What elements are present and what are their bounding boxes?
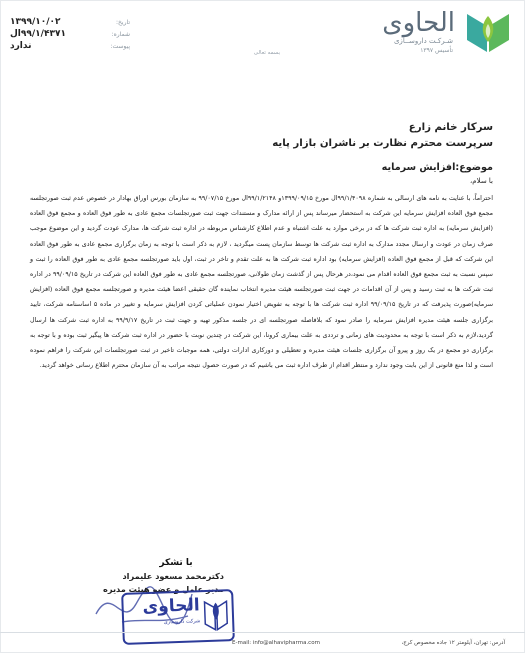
meta-attachment-label: پیوست: xyxy=(110,42,130,50)
leaf-logo-icon xyxy=(465,8,511,54)
company-logo xyxy=(331,8,511,54)
letter-subject: موضوع:افزایش سرمایه xyxy=(381,162,493,173)
brand-name: الحاوی xyxy=(382,8,455,38)
meta-number-row xyxy=(10,28,130,40)
signatory-name: دکترمحمد مسعود علیمراد xyxy=(122,571,224,581)
recipient-title: سرپرست محترم نظارت بر ناشران بازار پایه xyxy=(272,138,493,149)
signatory-title: مدیر عامل و عضو هیئت مدیره xyxy=(103,584,224,594)
stamp-brand: الحاوی xyxy=(142,595,200,618)
letter-footer xyxy=(0,632,525,654)
meta-date-label: تاریخ: xyxy=(116,18,130,26)
meta-number-value: ۹۹/۱/۴۳۷۱ال xyxy=(10,29,66,39)
footer-email: E-mail: info@alhavipharma.com xyxy=(232,640,320,646)
letter-paragraph: احتراماً، با عنایت به نامه های ارسالی به شماره ۹۹/۱/۴۰۹۸ال مورخ ۱۳۹۹/۰۹/۱۵و ۹۹/۱/۲۱۴۸ال مورخ ۹۹/۰۷/۱۵ به سازمان بورس اوراق بهادار در خصوص عدم ثبت صورتجلسه مجمع فوق العاده افزایش سرمایه این شرکت به استحضار میرساند پس از ارائه مدارک و مستندات جهت ثبت صورتجلسات مجمع عادی به طور فوق العاده و مجمع فوق العاده (افزایش سرمایه) به اداره ثبت شرکت ها که در برخی موارد به علت اشتباه و عدم اطلاع کارشناس مربوطه در اداره ثبت شرکت ها، مدارک عودت گردید و این موضوع موجب صرف زمان در عودت و ارسال مجدد مدارک به اداره ثبت شرکت ها توسط سازمان پست میگردید ، لازم به ذکر است با توجه به زمان برگزاری مجمع عادی به طور فوق العاده این شرکت که قبل از مجمع فوق العاده (افزایش سرمایه) بود اداره ثبت شرکت ها به علت تقدم و تاخر در ثبت، اول باید صورتجلسه مجمع عادی به طور فوق العاده را ثبت و سپس نسبت به ثبت مجمع فوق العاده اقدام می نمود،در هرحال پس از گذشت زمان طولانی، صورتجلسه مجمع عادی به طور فوق العاده این شرکت در تاریخ ۹۹/۰۹/۱۵ در اداره ثبت شرکت ها به ثبت رسید و پس از آن اقدامات در جهت ثبت صورتجلسه هیئت مدیره انتخاب نماینده گان حقیقی اعضا هیئت مدیره و صورتجلسه مجمع فوق العاده (افزایش سرمایه)صورت پذیرفت که در تاریخ ۹۹/۰۹/۱۵ اداره ثبت شرکت ها با توجه به تفویض اختیار نمودن عملیاتی کردن افزایش سرمایه و تغییر در ماده ۵ اساسنامه شرکت، تایید برگزاری جلسه هیئت مدیره افزایش سرمایه را صادر نمود که بلافاصله صورتجلسه ای در جلسه مذکور تهیه و جهت ثبت در تاریخ ۹۹/۹/۱۷ به اداره ثبت شرکت ها ارسال گردید،لازم به ذکر است با توجه به محدودیت های زمانی و ترددی به علت بیماری کرونا، این شرکت در چندین نوبت با حضور در اداره ثبت شرکت ها پیگیر ثبت بوده و با توجه به برگزاری دو مجمع در یک روز و پیرو آن برگزاری جلسات هیئت مدیره و تعطیلی و دورکاری ادارات دولتی، همه موجبات تاخیر در ثبت صورتجلسات این شرکت را فراهم نموده است و لذا منع قانونی از این بابت وجود ندارد و منتظر اقدام از طرف اداره ثبت می باشیم که در صورت حصول نتیجه مراتب به آن سازمان محترم اطلاع رسانی خواهد گردید. xyxy=(30,195,494,370)
meta-attachment-value: ندارد xyxy=(10,41,32,51)
stamp-subtitle: شرکت داروسازی xyxy=(163,618,201,626)
recipient-name: سرکار خانم زارع xyxy=(408,122,493,133)
meta-date-value: ۱۳۹۹/۱۰/۰۲ xyxy=(10,17,61,27)
stamp-logo-icon xyxy=(203,597,228,632)
signature-block xyxy=(103,558,224,594)
meta-number-label: شماره: xyxy=(111,30,130,38)
meta-attachment-row xyxy=(10,40,130,52)
brand-founded: تأسیس ۱۳۹۷ xyxy=(420,47,453,54)
meta-date-row xyxy=(10,16,130,28)
bismillah: بسمه تعالی xyxy=(253,50,281,56)
brand-company-line: شـرکـت داروســازی xyxy=(393,37,453,45)
letter-meta xyxy=(10,16,130,52)
letter-body xyxy=(30,116,493,373)
signature-thanks: با تشکر xyxy=(159,558,193,568)
footer-address: آدرس: تهران، آیلومتر ۱۲ جاده مخصوص کرج، xyxy=(401,640,505,646)
letter-greeting: با سلام، xyxy=(470,177,493,185)
